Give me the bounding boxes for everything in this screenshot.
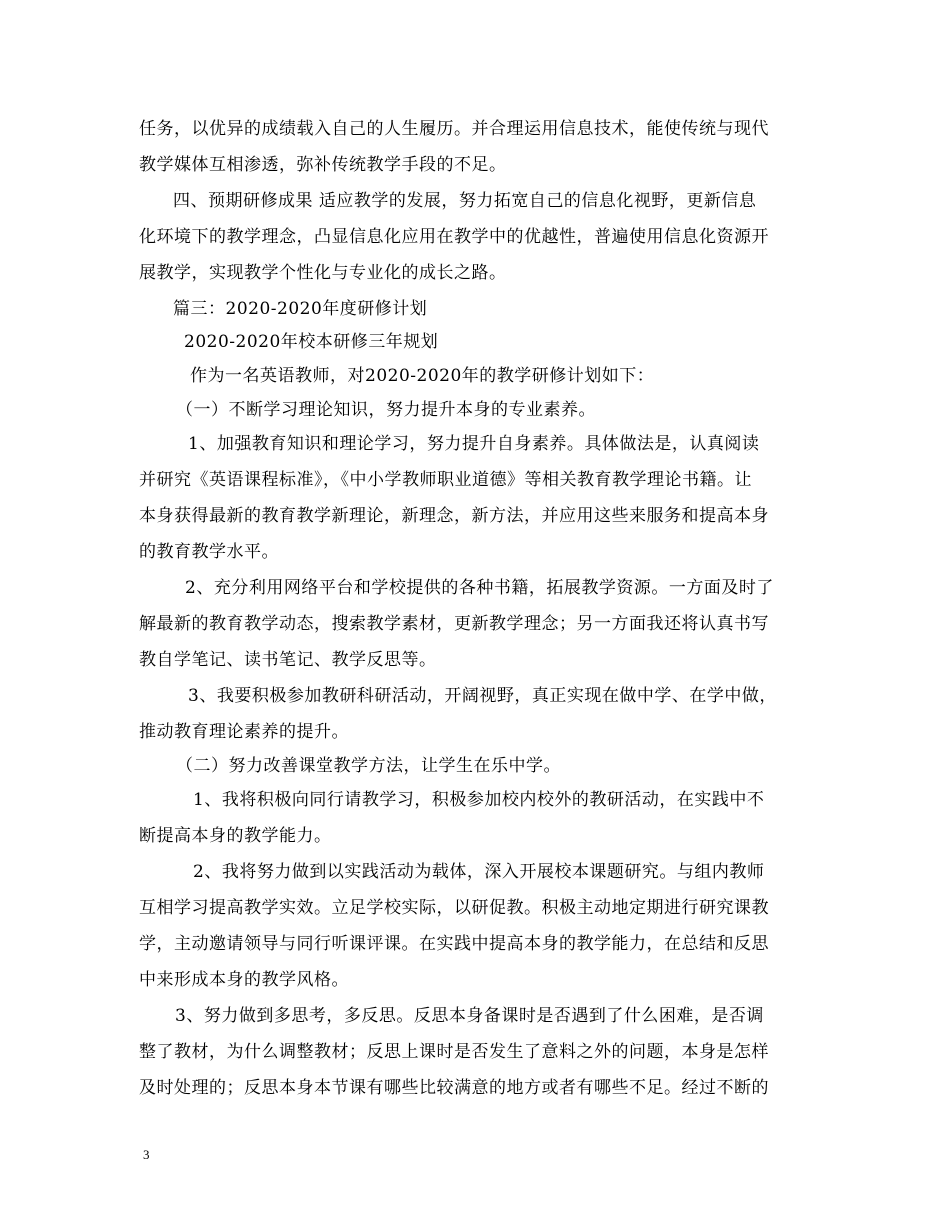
text-line: 展教学，实现教学个性化与专业化的成长之路。: [139, 263, 507, 283]
text-line: 解最新的教育教学动态，搜索教学素材，更新教学理念；另一方面我还将认真书写: [139, 614, 769, 634]
text-line: 3、我要积极参加教研科研活动，开阔视野，真正实现在做中学、在学中做，: [188, 686, 777, 706]
text-line: 化环境下的教学理念，凸显信息化应用在教学中的优越性，普遍使用信息化资源开: [139, 227, 769, 247]
text-line: 3、努力做到多思考，多反思。反思本身备课时是否遇到了什么困难，是否调: [175, 1006, 764, 1026]
text-line: 及时处理的；反思本身本节课有哪些比较满意的地方或者有哪些不足。经过不断的: [139, 1078, 769, 1098]
text-line: 四、预期研修成果 适应教学的发展，努力拓宽自己的信息化视野，更新信息: [173, 191, 757, 211]
text-line: 2、充分利用网络平台和学校提供的各种书籍，拓展教学资源。一方面及时了: [185, 578, 774, 598]
text-line: 中来形成本身的教学风格。: [139, 970, 349, 990]
subsection-heading: （二）努力改善课堂教学方法，让学生在乐中学。: [176, 756, 561, 776]
text-line: 推动教育理论素养的提升。: [139, 722, 349, 742]
text-line: 任务，以优异的成绩载入自己的人生履历。并合理运用信息技术，能使传统与现代: [139, 119, 769, 139]
text-line: 整了教材，为什么调整教材；反思上课时是否发生了意料之外的问题，本身是怎样: [139, 1042, 769, 1062]
text-line: 教自学笔记、读书笔记、教学反思等。: [139, 650, 437, 670]
text-line: 教学媒体互相渗透，弥补传统教学手段的不足。: [139, 155, 507, 175]
page-number: 3: [143, 1147, 150, 1162]
subsection-heading: （一）不断学习理论知识，努力提升本身的专业素养。: [176, 400, 596, 420]
text-line: 断提高本身的教学能力。: [139, 826, 332, 846]
text-line: 的教育教学水平。: [139, 542, 279, 562]
text-line: 2、我将努力做到以实践活动为载体，深入开展校本课题研究。与组内教师: [193, 862, 765, 882]
text-line: 作为一名英语教师，对2020-2020年的教学研修计划如下：: [190, 366, 655, 386]
text-line: 1、我将积极向同行请教学习，积极参加校内校外的教研活动，在实践中不: [193, 790, 765, 810]
document-title: 2020-2020年校本研修三年规划: [184, 332, 439, 352]
text-line: 1、加强教育知识和理论学习，努力提升自身素养。具体做法是，认真阅读: [188, 434, 760, 454]
text-line: 并研究《英语课程标准》，《中小学教师职业道德》等相关教育教学理论书籍。让: [139, 470, 752, 490]
text-line: 学，主动邀请领导与同行听课评课。在实践中提高本身的教学能力，在总结和反思: [139, 934, 769, 954]
text-line: 互相学习提高教学实效。立足学校实际，以研促教。积极主动地定期进行研究课教: [139, 898, 769, 918]
text-line: 本身获得最新的教育教学新理论，新理念，新方法，并应用这些来服务和提高本身: [139, 506, 769, 526]
section-heading: 篇三：2020-2020年度研修计划: [173, 299, 428, 319]
